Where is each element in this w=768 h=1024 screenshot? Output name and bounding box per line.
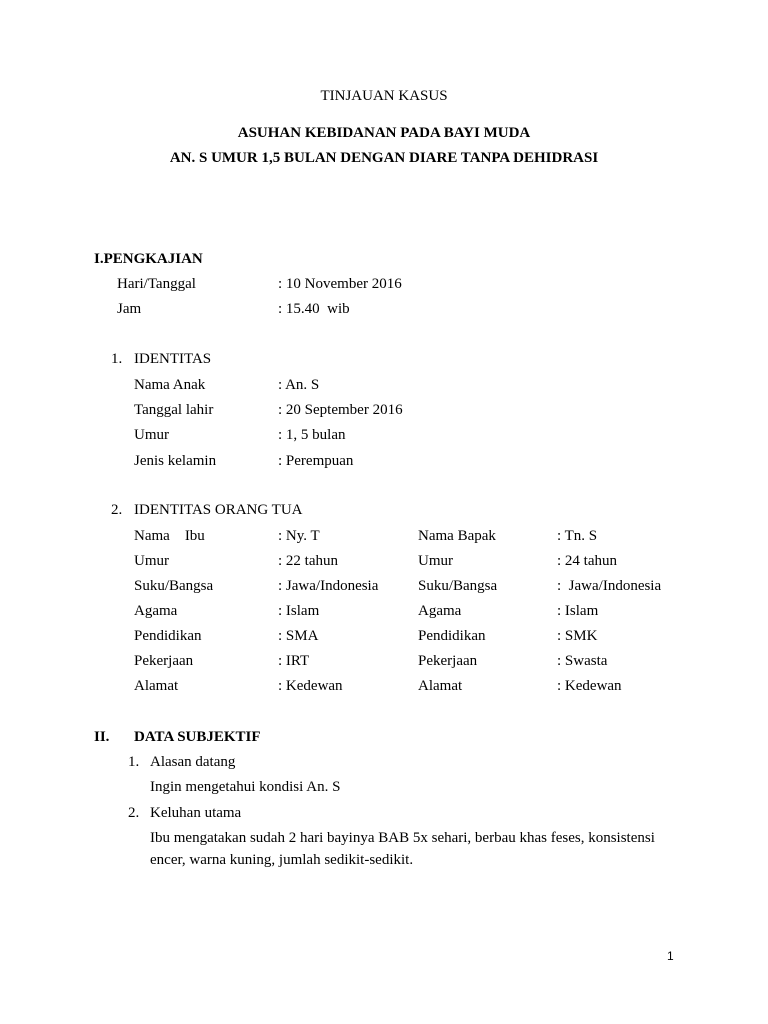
subjektif-item-label: Alasan datang [150,754,236,770]
ibu-value: : Islam [278,603,320,619]
ibu-label: Nama Ibu [134,528,205,544]
pengkajian-value: : 15.40 wib [278,301,350,317]
bapak-label: Suku/Bangsa [418,578,498,594]
pengkajian-label: Jam [117,301,142,317]
document-title-line2: AN. S UMUR 1,5 BULAN DENGAN DIARE TANPA DEHIDRASI [169,150,599,166]
ibu-value: : Jawa/Indonesia [278,578,379,594]
ibu-label: Alamat [134,678,179,694]
data-subjektif-heading: DATA SUBJEKTIF [134,729,261,745]
identitas-value: : An. S [278,377,320,393]
subjektif-item-label: Keluhan utama [150,805,242,821]
ibu-value: : 22 tahun [278,553,338,569]
identitas-label: Jenis kelamin [134,453,217,469]
section-title: TINJAUAN KASUS [320,88,448,104]
ibu-label: Agama [134,603,178,619]
bapak-value: : 24 tahun [557,553,617,569]
bapak-label: Nama Bapak [418,528,496,544]
identitas-label: Umur [134,427,169,443]
identitas-value: : Perempuan [278,453,354,469]
ibu-value: : SMA [278,628,319,644]
orang-tua-number: 2. [111,502,123,518]
bapak-label: Agama [418,603,462,619]
ibu-label: Pendidikan [134,628,202,644]
pengkajian-label: Hari/Tanggal [117,276,196,292]
bapak-label: Alamat [418,678,463,694]
document-title-line1: ASUHAN KEBIDANAN PADA BAYI MUDA [237,125,531,141]
bapak-label: Umur [418,553,453,569]
bapak-value: : Kedewan [557,678,622,694]
bapak-value: : Tn. S [557,528,598,544]
subjektif-item-number: 2. [128,805,140,821]
identitas-heading: IDENTITAS [134,351,212,367]
ibu-value: : IRT [278,653,310,669]
bapak-value: : SMK [557,628,598,644]
subjektif-item-text: Ingin mengetahui kondisi An. S [150,779,341,795]
identitas-label: Nama Anak [134,377,206,393]
orang-tua-heading: IDENTITAS ORANG TUA [134,502,303,518]
ibu-value: : Ny. T [278,528,320,544]
bapak-label: Pekerjaan [418,653,478,669]
data-subjektif-number: II. [94,729,110,745]
ibu-label: Pekerjaan [134,653,194,669]
identitas-number: 1. [111,351,123,367]
subjektif-item-number: 1. [128,754,140,770]
bapak-value: : Swasta [557,653,608,669]
identitas-value: : 20 September 2016 [278,402,403,418]
pengkajian-value: : 10 November 2016 [278,276,402,292]
page-number: 1 [667,949,674,963]
bapak-value: : Islam [557,603,599,619]
ibu-label: Umur [134,553,169,569]
ibu-value: : Kedewan [278,678,343,694]
ibu-label: Suku/Bangsa [134,578,214,594]
bapak-value: : Jawa/Indonesia [557,578,662,594]
bapak-label: Pendidikan [418,628,486,644]
subjektif-item-text: Ibu mengatakan sudah 2 hari bayinya BAB 5x sehari, berbau khas feses, konsistensi [150,830,655,846]
identitas-label: Tanggal lahir [134,402,214,418]
pengkajian-heading: I.PENGKAJIAN [94,251,203,267]
subjektif-item-text: encer, warna kuning, jumlah sedikit-sedikit. [150,852,414,868]
identitas-value: : 1, 5 bulan [278,427,346,443]
